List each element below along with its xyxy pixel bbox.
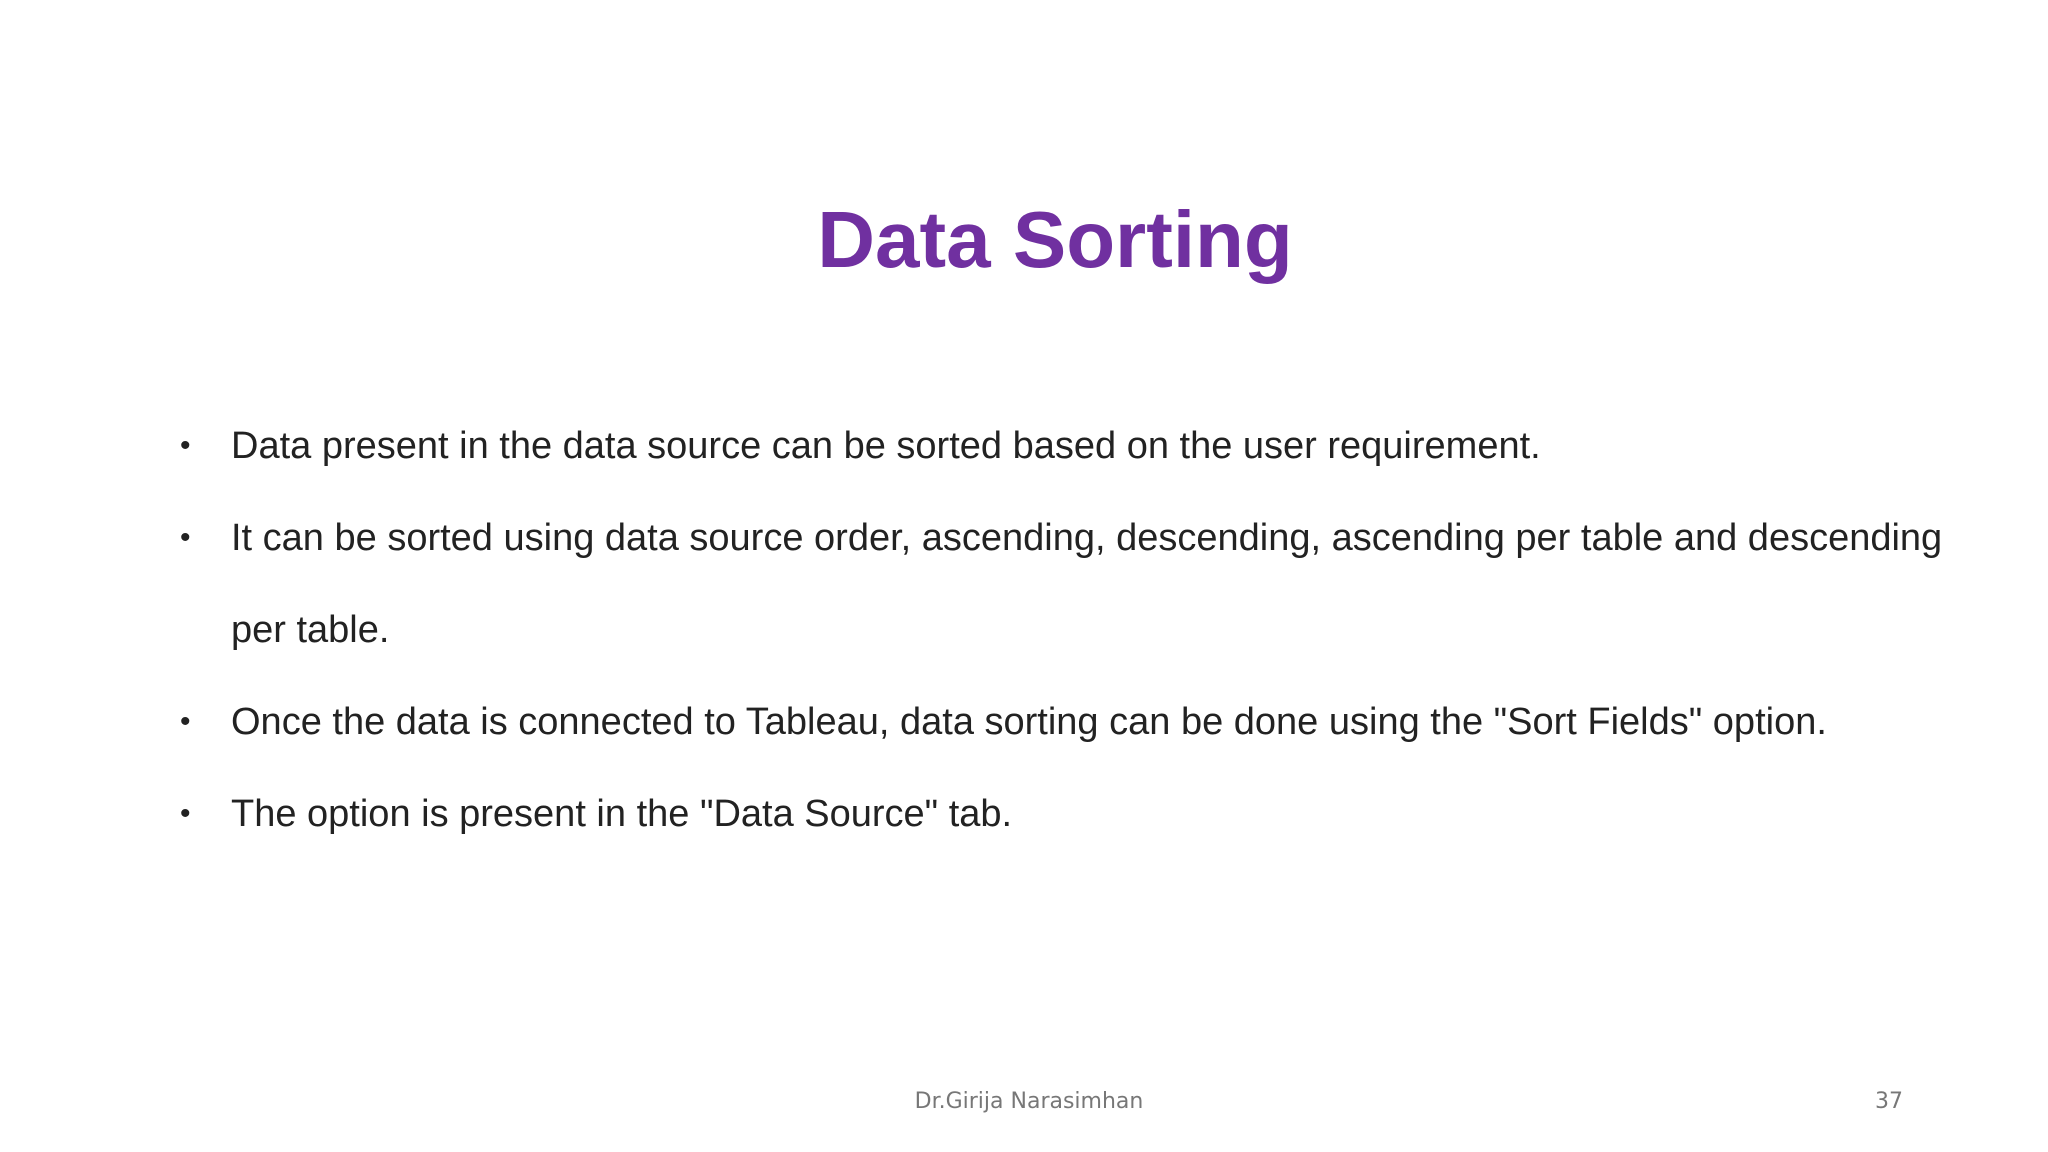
slide-title: Data Sorting — [817, 195, 1293, 284]
bullet-text: Data present in the data source can be sorted based on the user requirement. — [231, 425, 1541, 467]
page-number: 37 — [1875, 1089, 1903, 1114]
bullet-item — [180, 492, 1960, 676]
bullet-item — [180, 676, 1960, 768]
bullet-text: The option is present in the "Data Source" tab. — [231, 793, 1013, 835]
bullet-text: It can be sorted using data source order, ascending, descending, ascending per table and descending per table. — [231, 517, 1943, 651]
bullet-marker: • — [180, 429, 191, 462]
bullet-text: Once the data is connected to Tableau, data sorting can be done using the "Sort Fields" option. — [231, 701, 1827, 743]
bullet-marker: • — [180, 521, 191, 554]
bullet-marker: • — [180, 797, 191, 830]
bullet-item — [180, 768, 1960, 860]
bullet-marker: • — [180, 705, 191, 738]
footer-author: Dr.Girija Narasimhan — [914, 1089, 1144, 1114]
bullet-list — [180, 400, 1960, 860]
bullet-item — [180, 400, 1960, 492]
